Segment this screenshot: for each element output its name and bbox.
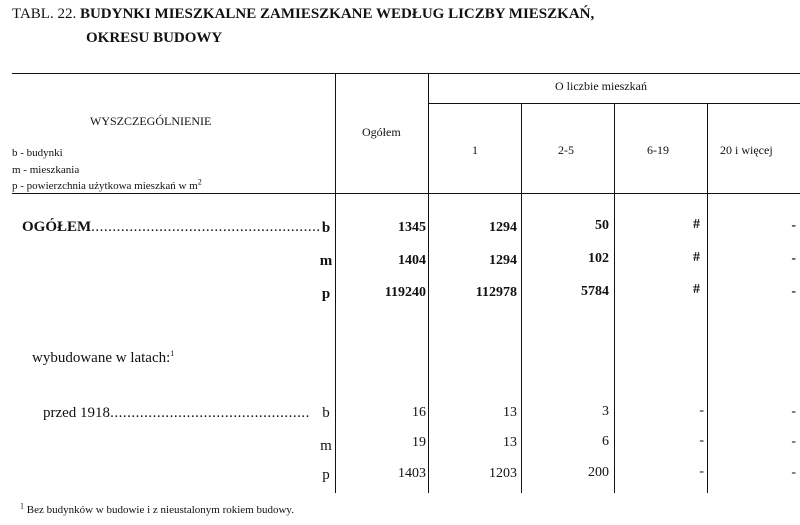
total-label-dots: ......................................................	[91, 219, 321, 235]
footnote-text: Bez budynków w budowie i z nieustalonym rokiem budowy.	[24, 504, 294, 516]
cell-2-5: 5784	[581, 284, 609, 299]
cell-1: 1294	[489, 220, 517, 235]
col-divider-2-5	[614, 103, 615, 493]
cell-total: 1345	[398, 220, 426, 235]
cell-2-5: 200	[588, 465, 609, 480]
col-header-20-plus: 20 i więcej	[720, 143, 773, 157]
cell-6-19: -	[699, 403, 704, 418]
cell-1: 1294	[489, 253, 517, 268]
cell-1: 112978	[475, 285, 517, 300]
col-header-6-19: 6-19	[647, 143, 669, 157]
footnote	[20, 501, 294, 516]
cell-total: 16	[412, 405, 426, 420]
total-label	[22, 219, 321, 236]
table-title	[12, 6, 594, 23]
legend-p-text: p - powierzchnia użytkowa mieszkań w m	[12, 180, 198, 192]
cell-20-plus: -	[791, 465, 796, 480]
legend-p-sup: 2	[197, 177, 202, 187]
top-rule	[12, 73, 800, 74]
cell-6-19: -	[699, 464, 704, 479]
cell-20-plus: -	[791, 434, 796, 449]
cell-6-19: #	[693, 282, 700, 297]
cell-6-19: #	[693, 250, 700, 265]
legend-b: b - budynki	[12, 147, 63, 159]
cell-20-plus: -	[791, 218, 796, 233]
col-divider-1	[521, 103, 522, 493]
built-heading	[32, 350, 174, 367]
cell-6-19: #	[693, 217, 700, 232]
total-label-text: OGÓŁEM	[22, 219, 92, 235]
header-bottom-rule	[12, 193, 800, 194]
cell-2-5: 102	[588, 251, 609, 266]
row-code: m	[320, 438, 332, 454]
table-title-line2: OKRESU BUDOWY	[86, 30, 223, 46]
before-1918-label-text: przed 1918	[43, 405, 111, 421]
built-heading-text: wybudowane w latach:	[32, 350, 171, 366]
table-number: TABL. 22.	[12, 6, 77, 22]
row-code: m	[319, 253, 333, 269]
col-header-1: 1	[472, 143, 478, 157]
row-code: p	[322, 467, 330, 483]
col-divider-total	[428, 73, 429, 493]
col-divider-6-19	[707, 103, 708, 493]
table-title-line1: BUDYNKI MIESZKALNE ZAMIESZKANE WEDŁUG LICZBY MIESZKAŃ,	[79, 6, 595, 22]
cell-2-5: 50	[595, 218, 609, 233]
row-code: b	[322, 405, 330, 421]
cell-6-19: -	[699, 433, 704, 448]
cell-1: 13	[503, 435, 517, 450]
cell-2-5: 6	[602, 434, 609, 449]
cell-total: 1403	[398, 466, 426, 481]
before-1918-label-dots: ...............................................	[110, 405, 310, 421]
total-col-header: Ogółem	[362, 125, 401, 139]
cell-2-5: 3	[602, 404, 609, 419]
group-header: O liczbie mieszkań	[555, 79, 647, 93]
built-heading-sup: 1	[170, 349, 175, 358]
cell-20-plus: -	[791, 404, 796, 419]
legend-m: m - mieszkania	[12, 164, 80, 176]
row-code: p	[321, 286, 331, 302]
cell-total: 119240	[384, 285, 426, 300]
before-1918-label	[43, 405, 310, 422]
cell-total: 19	[412, 435, 426, 450]
cell-1: 1203	[489, 466, 517, 481]
col-divider-spec	[335, 73, 336, 493]
col-header-2-5: 2-5	[558, 143, 574, 157]
legend-p	[12, 177, 202, 192]
row-code: b	[321, 220, 331, 236]
spec-header: WYSZCZEGÓLNIENIE	[90, 114, 212, 128]
cell-20-plus: -	[791, 251, 796, 266]
cell-total: 1404	[398, 253, 426, 268]
cell-1: 13	[503, 405, 517, 420]
footnote-sup: 1	[20, 501, 24, 511]
cell-20-plus: -	[791, 284, 796, 299]
